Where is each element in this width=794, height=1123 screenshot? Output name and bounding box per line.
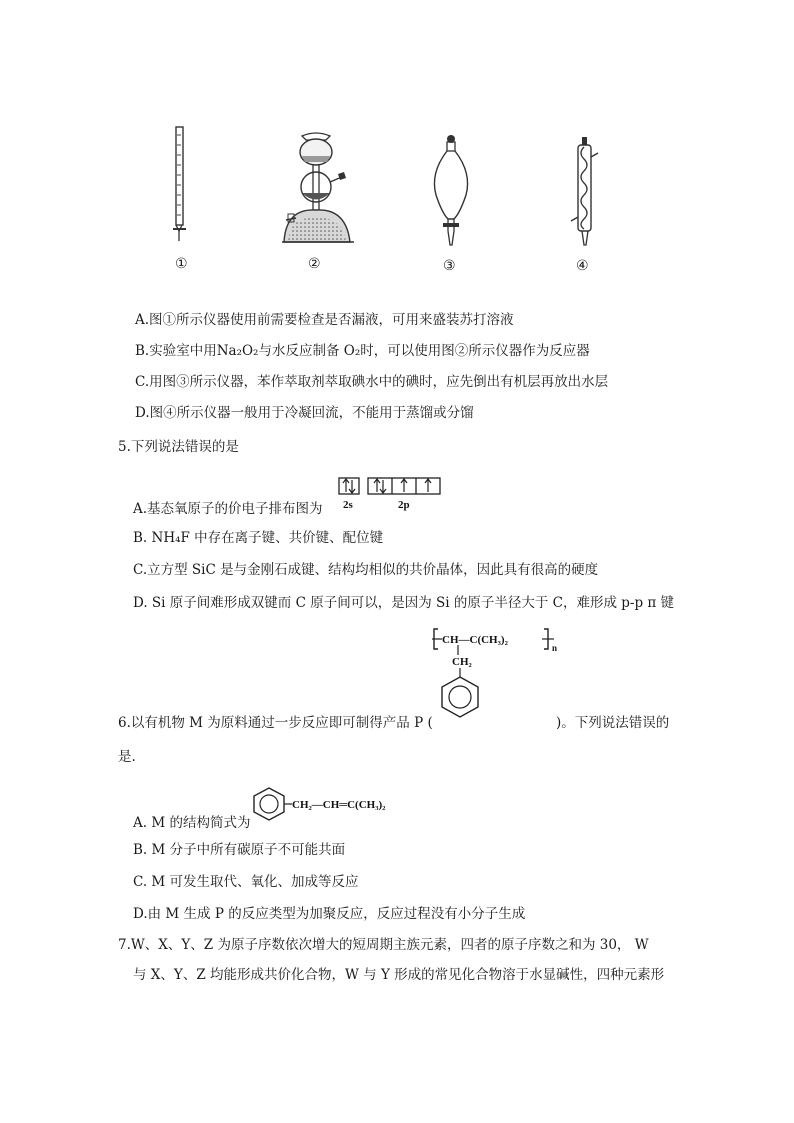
- orbital-diagram: [338, 477, 448, 513]
- q4-option-a: A.图①所示仪器使用前需要检查是否漏液，可用来盛装苏打溶液: [135, 312, 514, 328]
- q5-option-c: C.立方型 SiC 是与金刚石成键、结构均相似的共价晶体，因此具有很高的硬度: [133, 562, 599, 578]
- apparatus-label-2: ②: [308, 256, 321, 272]
- orbital-2s-label: 2s: [343, 499, 353, 511]
- q4-option-b: B.实验室中用Na₂O₂与水反应制备 O₂时，可以使用图②所示仪器作为反应器: [135, 343, 590, 359]
- monomer-m-structure: [252, 786, 402, 820]
- polymer-backbone: CH—C(CH₃)₂: [442, 634, 508, 646]
- separatory-funnel-icon: [428, 135, 478, 250]
- q5-option-a: A.基态氧原子的价电子排布图为: [133, 501, 323, 517]
- orbital-2p-label: 2p: [398, 499, 410, 511]
- q6-stem-a: 6.以有机物 M 为原料通过一步反应即可制得产品 P (: [118, 715, 433, 731]
- apparatus-label-4: ④: [576, 258, 589, 274]
- kipp-generator-icon: [280, 130, 360, 248]
- q6-option-a: A. M 的结构简式为: [133, 815, 251, 831]
- q5-option-b: B. NH₄F 中存在离子键、共价键、配位键: [133, 530, 384, 546]
- apparatus-label-1: ①: [175, 256, 188, 272]
- orbital-2s-box: [339, 478, 359, 494]
- q4-option-c: C.用图③所示仪器，苯作萃取剂萃取碘水中的碘时，应先倒出有机层再放出水层: [135, 374, 609, 390]
- monomer-formula: CH₂—CH═C(CH₃)₂: [292, 799, 386, 811]
- benzene-ring-icon: [442, 677, 478, 717]
- q6-option-d: D.由 M 生成 P 的反应类型为加聚反应，反应过程没有小分子生成: [133, 906, 526, 922]
- q7-line-1: 7.W、X、Y、Z 为原子序数依次增大的短周期主族元素，四者的原子序数之和为 30， W: [118, 937, 649, 953]
- q6-stem-b: )。下列说法错误的: [556, 715, 670, 731]
- q6-option-b: B. M 分子中所有碳原子不可能共面: [133, 842, 346, 858]
- polymer-side-chain: CH₂: [452, 656, 472, 668]
- burette-icon: [168, 125, 198, 245]
- q4-option-d: D.图④所示仪器一般用于冷凝回流，不能用于蒸馏或分馏: [135, 405, 474, 421]
- q5-stem: 5.下列说法错误的是: [118, 439, 239, 455]
- benzene-ring-icon: [254, 788, 284, 820]
- q5-option-d: D. Si 原子间难形成双键而 C 原子间可以，是因为 Si 的原子半径大于 C，难形成 p-p π 键: [133, 595, 675, 611]
- polymer-n: n: [552, 643, 558, 653]
- polymer-p-structure: [430, 625, 570, 721]
- q7-line-2: 与 X、Y、Z 均能形成共价化合物，W 与 Y 形成的常见化合物溶于水显碱性，四种元素形: [133, 967, 665, 983]
- q6-option-c: C. M 可发生取代、氧化、加成等反应: [133, 874, 359, 890]
- apparatus-label-3: ③: [443, 258, 456, 274]
- condenser-icon: [566, 135, 606, 250]
- q6-stem-c: 是.: [118, 749, 136, 765]
